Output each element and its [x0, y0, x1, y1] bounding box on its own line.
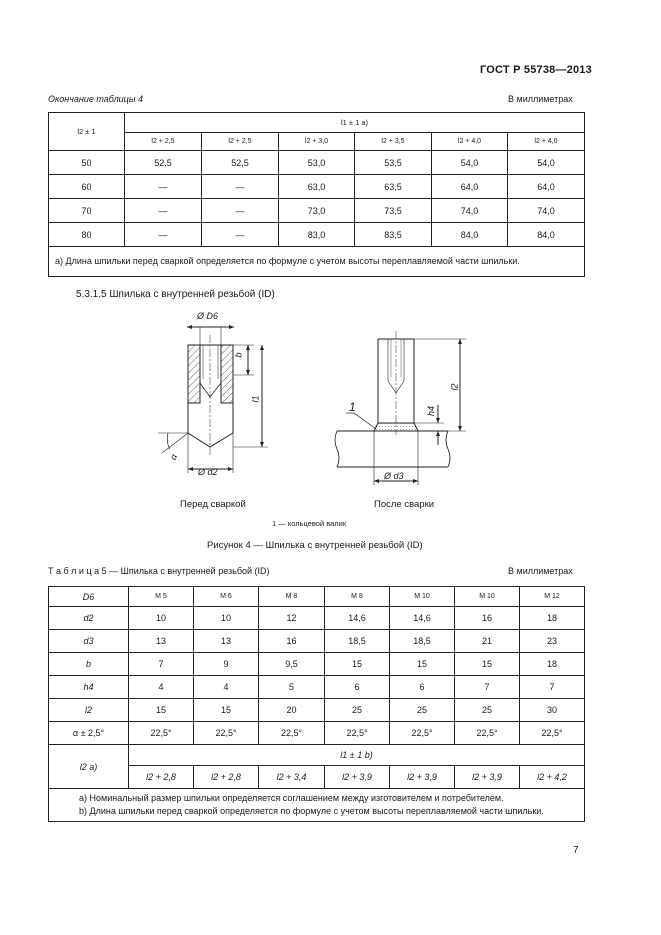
table-row — [49, 630, 585, 653]
table-cell: — — [125, 175, 202, 199]
label-l2: l2 — [449, 383, 460, 391]
table-cell: 63,5 — [355, 175, 432, 199]
table-cell: 14,6 — [390, 607, 455, 630]
table-cell: 5 — [259, 676, 325, 699]
table-cell: 9,5 — [259, 653, 325, 676]
row-label: D6 — [49, 587, 129, 607]
row-label: h4 — [49, 676, 129, 699]
table-cell: 63,0 — [279, 175, 355, 199]
table-cell: 16 — [259, 630, 325, 653]
table-cell: 15 — [129, 699, 194, 722]
table-cell: 22,5° — [455, 722, 520, 745]
row-label: l2 a) — [49, 745, 129, 789]
table-cell: 23 — [520, 630, 585, 653]
table-cell: 22,5° — [129, 722, 194, 745]
table-cell: М 10 — [455, 587, 520, 607]
table4-row-header: l2 ± 1 — [49, 113, 125, 151]
table4-units: В миллиметрах — [508, 94, 573, 104]
table-cell: 80 — [49, 223, 125, 247]
table-cell: М 10 — [390, 587, 455, 607]
table-cell: — — [202, 223, 279, 247]
table-cell: М 8 — [259, 587, 325, 607]
table-cell: 22,5° — [259, 722, 325, 745]
table-cell: — — [125, 223, 202, 247]
table-cell: 73,0 — [279, 199, 355, 223]
table-cell: 50 — [49, 151, 125, 175]
table4-subheader: l2 + 4,0 — [432, 133, 508, 151]
table-cell: 15 — [390, 653, 455, 676]
table-cell: 53,0 — [279, 151, 355, 175]
table-cell: М 5 — [129, 587, 194, 607]
table4-subheader: l2 + 4,0 — [508, 133, 585, 151]
table-cell: 52,5 — [202, 151, 279, 175]
table-cell: 83,0 — [279, 223, 355, 247]
table-cell: 53,5 — [355, 151, 432, 175]
table-row — [49, 151, 585, 175]
table-cell: 4 — [129, 676, 194, 699]
table-cell: 18 — [520, 607, 585, 630]
table4-subheader: l2 + 2,5 — [125, 133, 202, 151]
table-cell: 70 — [49, 199, 125, 223]
table-cell: 7 — [455, 676, 520, 699]
label-h4: h4 — [426, 405, 437, 417]
table-cell: 16 — [455, 607, 520, 630]
table-row — [49, 223, 585, 247]
table-cell: l2 + 3,9 — [325, 766, 390, 789]
table5-footnote-b: b) Длина шпильки перед сваркой определяется по формуле с учетом высоты переплавляемой части шпильки. — [79, 806, 544, 816]
table-cell: 21 — [455, 630, 520, 653]
table-cell: l2 + 3,4 — [259, 766, 325, 789]
table-cell: 52,5 — [125, 151, 202, 175]
table-cell: 6 — [390, 676, 455, 699]
table-cell: 4 — [194, 676, 259, 699]
table4-caption: Окончание таблицы 4 — [48, 94, 143, 104]
table-cell: l2 + 2,8 — [194, 766, 259, 789]
table-cell: 73,5 — [355, 199, 432, 223]
row-label: b — [49, 653, 129, 676]
table-cell: — — [202, 175, 279, 199]
section-title: 5.3.1.5 Шпилька с внутренней резьбой (ID) — [76, 289, 275, 300]
table-cell: 25 — [455, 699, 520, 722]
table5-units: В миллиметрах — [508, 566, 573, 576]
label-d3: Ø d3 — [384, 471, 404, 481]
table4-subheader-row — [49, 133, 585, 151]
table-cell: 54,0 — [508, 151, 585, 175]
table4-subheader: l2 + 3,0 — [279, 133, 355, 151]
table-cell: 54,0 — [432, 151, 508, 175]
table-row — [49, 722, 585, 745]
table-cell: l2 + 3,9 — [390, 766, 455, 789]
table-cell: l2 + 3,9 — [455, 766, 520, 789]
table-cell: 22,5° — [390, 722, 455, 745]
table4 — [48, 112, 585, 277]
row-label: α ± 2,5° — [49, 722, 129, 745]
row-label: d3 — [49, 630, 129, 653]
table-cell: 84,0 — [432, 223, 508, 247]
table-cell: 15 — [455, 653, 520, 676]
table-cell: 13 — [129, 630, 194, 653]
table-cell: 22,5° — [194, 722, 259, 745]
table-cell: 83,5 — [355, 223, 432, 247]
table-cell: 18 — [520, 653, 585, 676]
table-cell: 9 — [194, 653, 259, 676]
table-cell: — — [125, 199, 202, 223]
label-b: b — [233, 352, 244, 358]
table-cell: 15 — [194, 699, 259, 722]
table-row — [49, 745, 585, 766]
label-alpha: α — [167, 452, 180, 462]
table-cell: 6 — [325, 676, 390, 699]
label-l1: l1 — [250, 395, 261, 403]
table-row — [49, 175, 585, 199]
table-cell: 84,0 — [508, 223, 585, 247]
table-row — [49, 607, 585, 630]
table-cell: М 8 — [325, 587, 390, 607]
table-cell: 22,5° — [520, 722, 585, 745]
label-d6: Ø D6 — [197, 311, 219, 321]
table-cell: 74,0 — [432, 199, 508, 223]
table4-subheader: l2 + 2,5 — [202, 133, 279, 151]
row-label: l2 — [49, 699, 129, 722]
table4-subheader: l2 + 3,5 — [355, 133, 432, 151]
table-cell: 20 — [259, 699, 325, 722]
row-label: d2 — [49, 607, 129, 630]
table-cell: 64,0 — [432, 175, 508, 199]
figure-legend: 1 — кольцевой валик — [272, 519, 347, 528]
table-cell: — — [202, 199, 279, 223]
table-cell: 64,0 — [508, 175, 585, 199]
table-row — [49, 199, 585, 223]
table-row — [49, 699, 585, 722]
table-cell: 25 — [390, 699, 455, 722]
table-cell: 60 — [49, 175, 125, 199]
caption-before-welding: Перед сваркой — [180, 499, 246, 510]
figure-title: Рисунок 4 — Шпилька с внутренней резьбой (ID) — [207, 540, 423, 551]
table5-footnote-a: а) Номинальный размер шпильки определяется соглашением между изготовителем и потребителем. — [79, 793, 504, 803]
table-cell: l2 + 2,8 — [129, 766, 194, 789]
table-cell: 7 — [129, 653, 194, 676]
table5 — [48, 586, 585, 822]
table4-group-header: l1 ± 1 a) — [125, 113, 585, 133]
table-cell: 22,5° — [325, 722, 390, 745]
table-cell: 10 — [129, 607, 194, 630]
standard-header: ГОСТ Р 55738—2013 — [480, 64, 592, 76]
l1-header: l1 ± 1 b) — [129, 745, 585, 766]
table-cell: 15 — [325, 653, 390, 676]
table-cell: 18,5 — [390, 630, 455, 653]
table5-footnotes — [49, 789, 585, 822]
table-cell: 13 — [194, 630, 259, 653]
table5-caption: Т а б л и ц а 5 — Шпилька с внутренней резьбой (ID) — [48, 566, 270, 576]
table-cell: М 12 — [520, 587, 585, 607]
table-cell: l2 + 4,2 — [520, 766, 585, 789]
table-cell: 14,6 — [325, 607, 390, 630]
table-row — [49, 653, 585, 676]
label-d2: Ø d2 — [198, 467, 218, 477]
table-row — [49, 766, 585, 789]
table-cell: 25 — [325, 699, 390, 722]
caption-after-welding: После сварки — [374, 499, 435, 510]
table-cell: 18,5 — [325, 630, 390, 653]
table-cell: 7 — [520, 676, 585, 699]
table-cell: М 6 — [194, 587, 259, 607]
table-cell: 30 — [520, 699, 585, 722]
table-cell: 74,0 — [508, 199, 585, 223]
table-cell: 10 — [194, 607, 259, 630]
table-row — [49, 587, 585, 607]
table-cell: 12 — [259, 607, 325, 630]
label-callout-1: 1 — [349, 400, 356, 414]
page-number: 7 — [573, 845, 579, 856]
table4-footnote: a) Длина шпильки перед сваркой определяется по формуле с учетом высоты переплавляемой части шпильки. — [49, 247, 585, 277]
table-row — [49, 676, 585, 699]
